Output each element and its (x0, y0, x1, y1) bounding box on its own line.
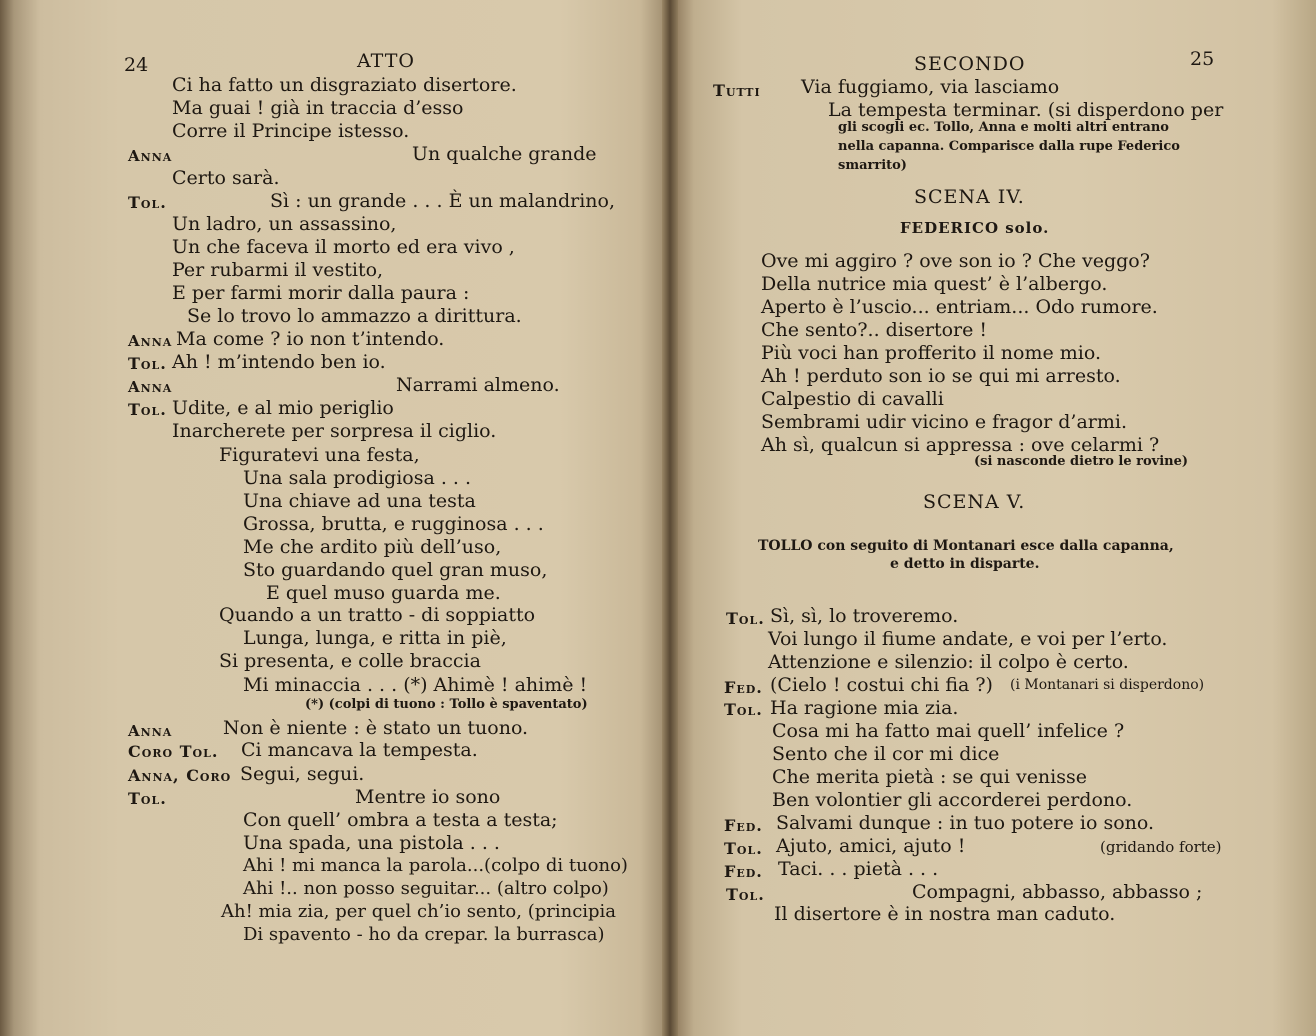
verse-line: Salvami dunque : in tuo potere io sono. (776, 812, 1155, 834)
verse-line: Una spada, una pistola . . . (243, 832, 500, 854)
verse-line: Ah! mia zia, per quel ch’io sento, (principia (221, 901, 617, 922)
verse-line: Udite, e al mio periglio (172, 397, 394, 419)
verse-line: Ah ! m’intendo ben io. (172, 351, 386, 373)
speaker-name: Tol. (128, 193, 167, 212)
speaker-name: Anna (128, 332, 173, 350)
verse-line: Ajuto, amici, ajuto ! (776, 835, 966, 857)
running-header-right: SECONDO (914, 53, 1026, 75)
verse-line: Quando a un tratto - di soppiatto (219, 604, 536, 626)
verse-line: E per farmi morir dalla paura : (172, 282, 470, 304)
verse-line: Ben volontier gli accorderei perdono. (772, 789, 1133, 811)
scene-heading: SCENA V. (923, 491, 1026, 513)
verse-line: Voi lungo il fiume andate, e voi per l’erto. (768, 628, 1168, 650)
speaker-name: Fed. (724, 678, 763, 697)
right-page (672, 0, 1316, 1036)
stage-direction: nella capanna. Comparisce dalla rupe Federico (838, 139, 1180, 154)
speaker-name: Tol. (726, 885, 765, 904)
verse-line: Di spavento - ho da crepar. la burrasca) (243, 924, 605, 945)
verse-line: Si presenta, e colle braccia (219, 650, 481, 672)
verse-line: Grossa, brutta, e rugginosa . . . (243, 513, 544, 535)
speaker-name: Fed. (724, 816, 763, 835)
verse-line: Segui, segui. (240, 763, 365, 785)
stage-direction: (*) (colpi di tuono : Tollo è spaventato) (305, 697, 588, 712)
verse-line: Il disertore è in nostra man caduto. (774, 903, 1116, 925)
stage-direction: smarrito) (838, 158, 907, 173)
verse-line: Lunga, lunga, e ritta in piè, (243, 627, 507, 649)
verse-line: Calpestio di cavalli (761, 388, 944, 410)
verse-line: Se lo trovo lo ammazzo a dirittura. (187, 305, 522, 327)
verse-line: Sento che il cor mi dice (772, 743, 1000, 765)
verse-line: Una sala prodigiosa . . . (243, 467, 472, 489)
speaker-name: Tutti (713, 81, 761, 100)
speaker-name: Tol. (724, 700, 763, 719)
verse-line: Una chiave ad una testa (243, 490, 476, 512)
stage-direction: (gridando forte) (1100, 838, 1222, 856)
verse-line: Per rubarmi il vestito, (172, 259, 384, 281)
speaker-name: Anna, Coro (128, 766, 232, 785)
page-number-right: 25 (1190, 48, 1215, 70)
book-gutter (662, 0, 678, 1036)
verse-line: Certo sarà. (172, 167, 280, 189)
verse-line: Corre il Principe istesso. (172, 120, 410, 142)
speaker-name: Tol. (724, 839, 763, 858)
verse-line: Ma come ? io non t’intendo. (176, 328, 445, 350)
verse-line: Ahi !.. non posso seguitar... (altro colpo) (243, 878, 609, 899)
speaker-name: Anna (128, 722, 173, 740)
verse-line: Aperto è l’uscio... entriam... Odo rumore. (761, 296, 1158, 318)
verse-line: Ma guai ! già in traccia d’esso (172, 97, 464, 119)
stage-direction: gli scogli ec. Tollo, Anna e molti altri entrano (838, 120, 1169, 135)
verse-line: La tempesta terminar. (si disperdono per (828, 99, 1224, 121)
speaker-name: Anna (128, 147, 173, 165)
verse-line: Con quell’ ombra a testa a testa; (243, 809, 558, 831)
stage-direction: e detto in disparte. (890, 556, 1040, 572)
verse-line: Figuratevi una festa, (219, 444, 420, 466)
verse-line: Inarcherete per sorpresa il ciglio. (172, 420, 497, 442)
verse-line: Un ladro, un assassino, (172, 213, 397, 235)
verse-line: Che merita pietà : se qui venisse (772, 766, 1087, 788)
verse-line: Un qualche grande (412, 143, 597, 165)
character-heading: FEDERICO solo. (900, 219, 1050, 237)
verse-line: Ove mi aggiro ? ove son io ? Che veggo? (761, 250, 1150, 272)
speaker-name: Tol. (726, 609, 765, 628)
page-number-left: 24 (124, 54, 149, 76)
verse-line: Ah ! perduto son io se qui mi arresto. (761, 365, 1121, 387)
scene-heading: SCENA IV. (914, 186, 1025, 208)
speaker-name: Tol. (128, 400, 167, 419)
verse-line: Sembrami udir vicino e fragor d’armi. (761, 411, 1128, 433)
running-header-left: ATTO (357, 50, 415, 72)
verse-line: Sì : un grande . . . È un malandrino, (270, 190, 616, 212)
stage-direction: (i Montanari si disperdono) (1010, 677, 1205, 693)
verse-line: (Cielo ! costui chi fia ?) (770, 674, 993, 696)
speaker-name: Tol. (128, 789, 167, 808)
verse-line: Ah sì, qualcun si appressa : ove celarmi ? (761, 434, 1160, 456)
verse-line: Ci ha fatto un disgraziato disertore. (172, 74, 517, 96)
verse-line: Attenzione e silenzio: il colpo è certo. (768, 651, 1129, 673)
verse-line: Via fuggiamo, via lasciamo (801, 76, 1060, 98)
verse-line: E quel muso guarda me. (266, 582, 501, 604)
speaker-name: Fed. (724, 862, 763, 881)
verse-line: Sì, sì, lo troveremo. (770, 605, 959, 627)
stage-direction: (si nasconde dietro le rovine) (974, 454, 1189, 469)
verse-line: Della nutrice mia quest’ è l’albergo. (761, 273, 1108, 295)
verse-line: Mi minaccia . . . (*) Ahimè ! ahimè ! (243, 674, 588, 696)
speaker-name: Anna (128, 378, 173, 396)
speaker-name: Tol. (128, 354, 167, 373)
verse-line: Narrami almeno. (396, 374, 560, 396)
verse-line: Me che ardito più dell’uso, (243, 536, 502, 558)
verse-line: Che sento?.. disertore ! (761, 319, 988, 341)
verse-line: Ci mancava la tempesta. (241, 739, 478, 761)
speaker-name: Coro Tol. (128, 742, 219, 761)
verse-line: Più voci han profferito il nome mio. (761, 342, 1102, 364)
verse-line: Taci. . . pietà . . . (778, 858, 939, 880)
verse-line: Ahi ! mi manca la parola...(colpo di tuono) (243, 855, 628, 876)
verse-line: Sto guardando quel gran muso, (243, 559, 548, 581)
verse-line: Ha ragione mia zia. (770, 697, 959, 719)
verse-line: Un che faceva il morto ed era vivo , (172, 236, 515, 258)
verse-line: Mentre io sono (355, 786, 501, 808)
stage-direction: TOLLO con seguito di Montanari esce dalla capanna, (758, 538, 1174, 554)
verse-line: Compagni, abbasso, abbasso ; (912, 881, 1203, 903)
verse-line: Non è niente : è stato un tuono. (223, 717, 529, 739)
verse-line: Cosa mi ha fatto mai quell’ infelice ? (772, 720, 1125, 742)
